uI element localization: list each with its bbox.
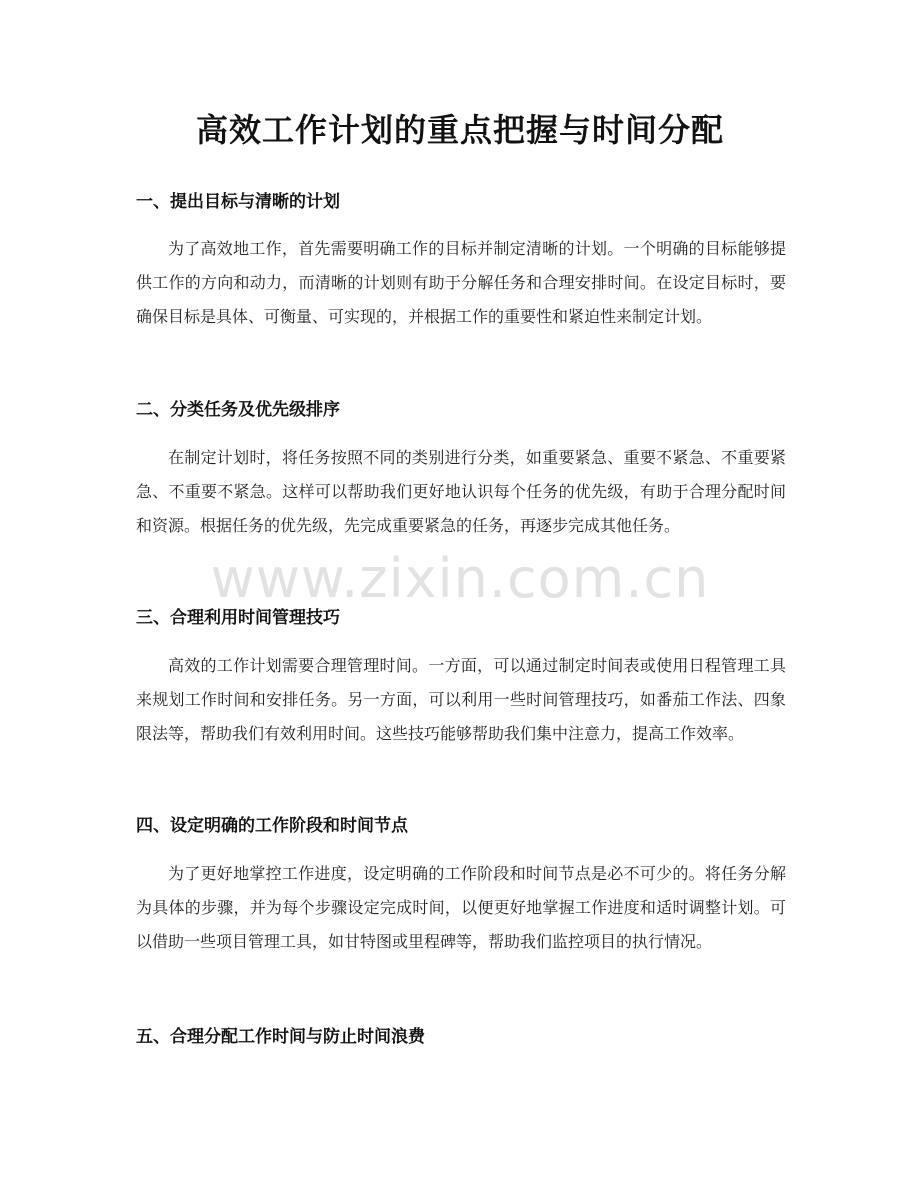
section-paragraph-4: 为了更好地掌控工作进度，设定明确的工作阶段和时间节点是必不可少的。将任务分解为具体的步骤，并为每个步骤设定完成时间，以便更好地掌握工作进度和适时调整计划。可以借助一些项目管理工具，如甘特图或里程碑等，帮助我们监控项目的执行情况。 [136,864,786,951]
watermark: www.zixin.com.cn [210,547,710,610]
section-heading-1: 一、提出目标与清晰的计划 [136,192,340,212]
section-paragraph-3: 高效的工作计划需要合理管理时间。一方面，可以通过制定时间表或使用日程管理工具来规划工作时间和安排任务。另一方面，可以利用一些时间管理技巧，如番茄工作法、四象限法等，帮助我们有效利用时间。这些技巧能够帮助我们集中注意力，提高工作效率。 [136,656,786,743]
section-paragraph-2: 在制定计划时，将任务按照不同的类别进行分类，如重要紧急、重要不紧急、不重要紧急、不重要不紧急。这样可以帮助我们更好地认识每个任务的优先级，有助于合理分配时间和资源。根据任务的优先级，先完成重要紧急的任务，再逐步完成其他任务。 [136,448,786,535]
section-heading-5: 五、合理分配工作时间与防止时间浪费 [136,1027,425,1047]
document-title: 高效工作计划的重点把握与时间分配 [195,111,724,149]
section-paragraph-1: 为了高效地工作，首先需要明确工作的目标并制定清晰的计划。一个明确的目标能够提供工作的方向和动力，而清晰的计划则有助于分解任务和合理安排时间。在设定目标时，要确保目标是具体、可衡量、可实现的，并根据工作的重要性和紧迫性来制定计划。 [136,239,786,326]
section-heading-3: 三、合理利用时间管理技巧 [136,608,340,628]
section-heading-4: 四、设定明确的工作阶段和时间节点 [136,816,408,836]
section-heading-2: 二、分类任务及优先级排序 [136,400,340,420]
